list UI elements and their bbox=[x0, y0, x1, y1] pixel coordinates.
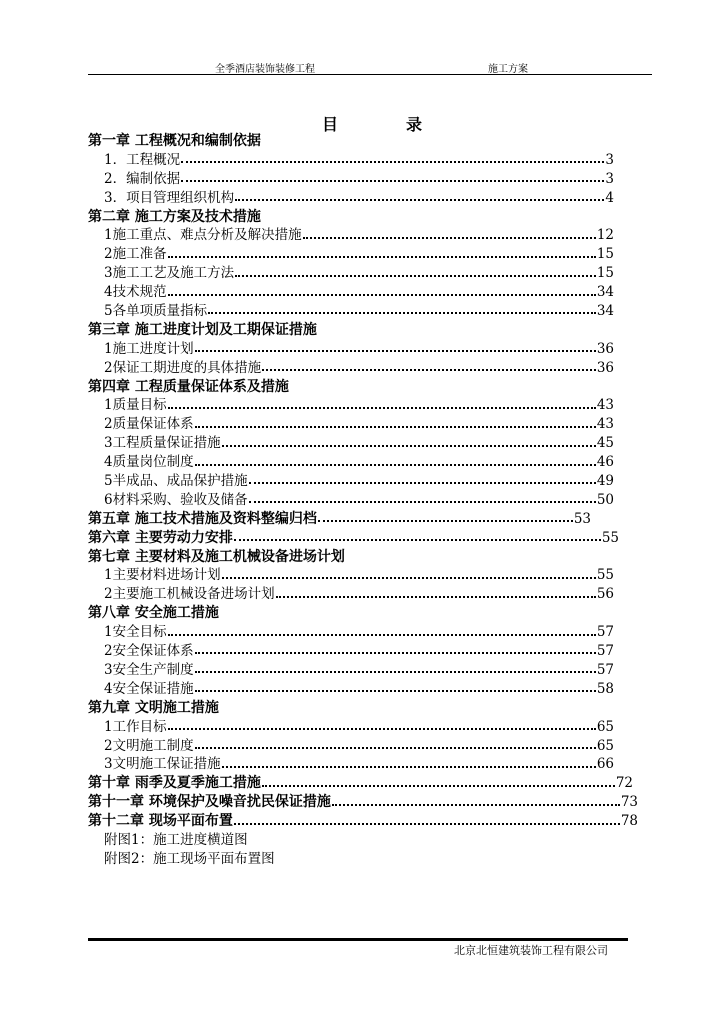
toc-section-row[interactable] bbox=[88, 283, 614, 302]
toc-page-number: 57 bbox=[596, 661, 614, 678]
toc-entry-label: 第十二章 现场平面布置 bbox=[88, 813, 233, 830]
toc-leader-dots bbox=[168, 397, 596, 409]
toc-page-number: 15 bbox=[596, 265, 614, 282]
toc-entry-label: 附图1：施工进度横道图 bbox=[104, 831, 248, 848]
toc-entry-label: 第二章 施工方案及技术措施 bbox=[88, 208, 261, 225]
toc-leader-dots bbox=[168, 624, 596, 636]
toc-entry-label: 5半成品、成品保护措施 bbox=[104, 473, 248, 490]
toc-page-number: 46 bbox=[596, 454, 614, 471]
toc-leader-dots bbox=[195, 680, 596, 692]
table-of-contents bbox=[88, 132, 638, 869]
toc-entry-label: 1．工程概况 bbox=[104, 151, 181, 168]
toc-entry-label: 第四章 工程质量保证体系及措施 bbox=[88, 378, 289, 395]
toc-chapter-row[interactable] bbox=[88, 812, 638, 831]
toc-page-number: 43 bbox=[596, 416, 614, 433]
toc-leader-dots bbox=[208, 302, 596, 314]
toc-chapter-row[interactable] bbox=[88, 321, 598, 340]
toc-chapter-row[interactable] bbox=[88, 699, 598, 718]
toc-entry-label: 1工作目标 bbox=[104, 718, 167, 735]
toc-section-row[interactable] bbox=[88, 623, 614, 642]
toc-entry-label: 1施工进度计划 bbox=[104, 340, 194, 357]
toc-section-row[interactable] bbox=[88, 396, 614, 415]
toc-page-number: 58 bbox=[596, 680, 614, 697]
footer-divider bbox=[88, 938, 628, 941]
toc-section-row[interactable] bbox=[88, 302, 614, 321]
toc-page-number: 56 bbox=[596, 586, 614, 603]
toc-section-row[interactable] bbox=[88, 340, 614, 359]
toc-chapter-row[interactable] bbox=[88, 378, 598, 397]
toc-page-number: 73 bbox=[620, 794, 638, 811]
toc-section-row[interactable] bbox=[88, 264, 614, 283]
toc-chapter-row[interactable] bbox=[88, 132, 598, 151]
toc-entry-label: 4安全保证措施 bbox=[104, 680, 194, 697]
toc-entry-label: 第八章 安全施工措施 bbox=[88, 605, 219, 622]
toc-leader-dots bbox=[195, 737, 596, 749]
toc-leader-dots bbox=[195, 454, 596, 466]
toc-leader-dots bbox=[318, 510, 573, 522]
toc-entry-label: 3．项目管理组织机构 bbox=[104, 189, 235, 206]
toc-chapter-row[interactable] bbox=[88, 604, 598, 623]
toc-page-number: 72 bbox=[615, 775, 633, 792]
toc-entry-label: 第六章 主要劳动力安排 bbox=[88, 529, 233, 546]
toc-section-row[interactable] bbox=[88, 661, 614, 680]
toc-leader-dots bbox=[168, 284, 596, 296]
toc-entry-label: 3施工工艺及施工方法 bbox=[104, 265, 235, 282]
toc-section-row[interactable] bbox=[88, 566, 614, 585]
toc-page-number: 57 bbox=[596, 643, 614, 660]
toc-entry-label: 4技术规范 bbox=[104, 284, 167, 301]
toc-page-number: 3 bbox=[605, 170, 614, 187]
toc-section-row[interactable] bbox=[88, 189, 614, 208]
toc-section-row[interactable] bbox=[88, 453, 614, 472]
toc-entry-label: 2质量保证体系 bbox=[104, 416, 194, 433]
toc-entry-label: 2主要施工机械设备进场计划 bbox=[104, 586, 275, 603]
page-header bbox=[88, 60, 652, 75]
toc-leader-dots bbox=[303, 227, 596, 239]
toc-leader-dots bbox=[234, 813, 620, 825]
toc-entry-label: 2文明施工制度 bbox=[104, 737, 194, 754]
toc-leader-dots bbox=[276, 586, 596, 598]
toc-leader-dots bbox=[168, 246, 596, 258]
toc-leader-dots bbox=[249, 491, 596, 503]
toc-leader-dots bbox=[222, 567, 596, 579]
toc-leader-dots bbox=[262, 775, 615, 787]
toc-page-number: 53 bbox=[573, 510, 591, 527]
toc-entry-label: 1安全目标 bbox=[104, 624, 167, 641]
toc-leader-dots bbox=[181, 170, 604, 182]
toc-entry-label: 2保证工期进度的具体措施 bbox=[104, 359, 262, 376]
toc-entry-label: 第三章 施工进度计划及工期保证措施 bbox=[88, 321, 317, 338]
toc-section-row[interactable] bbox=[88, 359, 614, 378]
header-doc-type: 施工方案 bbox=[488, 64, 528, 75]
footer-company: 北京北恒建筑装饰工程有限公司 bbox=[454, 944, 608, 957]
toc-page-number: 49 bbox=[596, 473, 614, 490]
toc-leader-dots bbox=[222, 435, 596, 447]
toc-section-row[interactable] bbox=[88, 755, 614, 774]
toc-leader-dots bbox=[235, 265, 596, 277]
toc-section-row[interactable] bbox=[88, 718, 614, 737]
toc-chapter-row[interactable] bbox=[88, 793, 638, 812]
toc-leader-dots bbox=[235, 189, 604, 201]
toc-entry-label: 第一章 工程概况和编制依据 bbox=[88, 133, 261, 149]
toc-chapter-row[interactable] bbox=[88, 529, 619, 548]
toc-leader-dots bbox=[195, 340, 596, 352]
toc-leader-dots bbox=[222, 756, 596, 768]
toc-title-char-1: 目 bbox=[322, 115, 339, 134]
toc-entry-label: 3工程质量保证措施 bbox=[104, 435, 221, 452]
toc-leader-dots bbox=[332, 794, 620, 806]
toc-entry-label: 第十一章 环境保护及噪音扰民保证措施 bbox=[88, 794, 331, 811]
toc-entry-label: 3文明施工保证措施 bbox=[104, 756, 221, 773]
toc-section-row[interactable] bbox=[88, 415, 614, 434]
toc-entry-label: 第七章 主要材料及施工机械设备进场计划 bbox=[88, 548, 345, 565]
toc-section-row[interactable] bbox=[88, 850, 614, 869]
toc-page-number: 66 bbox=[596, 756, 614, 773]
toc-page-number: 15 bbox=[596, 246, 614, 263]
toc-entry-label: 4质量岗位制度 bbox=[104, 454, 194, 471]
toc-leader-dots bbox=[181, 151, 604, 163]
toc-section-row[interactable] bbox=[88, 642, 614, 661]
toc-page-number: 4 bbox=[605, 189, 614, 206]
toc-section-row[interactable] bbox=[88, 170, 614, 189]
toc-entry-label: 1质量目标 bbox=[104, 397, 167, 414]
toc-page-number: 36 bbox=[596, 359, 614, 376]
toc-leader-dots bbox=[234, 529, 601, 541]
toc-page-number: 57 bbox=[596, 624, 614, 641]
toc-chapter-row[interactable] bbox=[88, 510, 591, 529]
toc-section-row[interactable] bbox=[88, 472, 614, 491]
header-project-name: 全季酒店装饰装修工程 bbox=[215, 64, 315, 75]
toc-entry-label: 2．编制依据 bbox=[104, 170, 181, 187]
toc-page-number: 55 bbox=[601, 529, 619, 546]
toc-page-number: 3 bbox=[605, 151, 614, 168]
toc-leader-dots bbox=[249, 472, 596, 484]
toc-entry-label: 2安全保证体系 bbox=[104, 643, 194, 660]
toc-page-number: 43 bbox=[596, 397, 614, 414]
toc-entry-label: 2施工准备 bbox=[104, 246, 167, 263]
toc-section-row[interactable] bbox=[88, 737, 614, 756]
toc-leader-dots bbox=[262, 359, 596, 371]
toc-section-row[interactable] bbox=[88, 245, 614, 264]
toc-leader-dots bbox=[195, 642, 596, 654]
toc-entry-label: 3安全生产制度 bbox=[104, 661, 194, 678]
toc-section-row[interactable] bbox=[88, 831, 614, 850]
toc-page-number: 34 bbox=[596, 303, 614, 320]
toc-page-number: 45 bbox=[596, 435, 614, 452]
toc-leader-dots bbox=[168, 718, 596, 730]
toc-chapter-row[interactable] bbox=[88, 774, 633, 793]
toc-entry-label: 第九章 文明施工措施 bbox=[88, 699, 219, 716]
toc-entry-label: 6材料采购、验收及储备 bbox=[104, 491, 248, 508]
toc-section-row[interactable] bbox=[88, 585, 614, 604]
toc-entry-label: 第五章 施工技术措施及资料整编归档 bbox=[88, 510, 317, 527]
toc-section-row[interactable] bbox=[88, 434, 614, 453]
toc-page-number: 65 bbox=[596, 737, 614, 754]
toc-entry-label: 第十章 雨季及夏季施工措施 bbox=[88, 775, 261, 792]
toc-page-number: 65 bbox=[596, 718, 614, 735]
toc-section-row[interactable] bbox=[88, 226, 614, 245]
toc-page-number: 55 bbox=[596, 567, 614, 584]
toc-page-number: 36 bbox=[596, 340, 614, 357]
toc-section-row[interactable] bbox=[88, 680, 614, 699]
toc-section-row[interactable] bbox=[88, 151, 614, 170]
toc-leader-dots bbox=[195, 416, 596, 428]
toc-chapter-row[interactable] bbox=[88, 548, 598, 567]
toc-leader-dots bbox=[195, 661, 596, 673]
toc-page-number: 12 bbox=[596, 227, 614, 244]
toc-entry-label: 1施工重点、难点分析及解决措施 bbox=[104, 227, 302, 244]
toc-entry-label: 附图2：施工现场平面布置图 bbox=[104, 850, 275, 867]
toc-section-row[interactable] bbox=[88, 491, 614, 510]
toc-chapter-row[interactable] bbox=[88, 208, 598, 227]
toc-page-number: 78 bbox=[620, 813, 638, 830]
toc-entry-label: 5各单项质量指标 bbox=[104, 303, 208, 320]
toc-page-number: 34 bbox=[596, 284, 614, 301]
toc-title-char-2: 录 bbox=[405, 115, 422, 134]
toc-page-number: 50 bbox=[596, 491, 614, 508]
toc-entry-label: 1主要材料进场计划 bbox=[104, 567, 221, 584]
